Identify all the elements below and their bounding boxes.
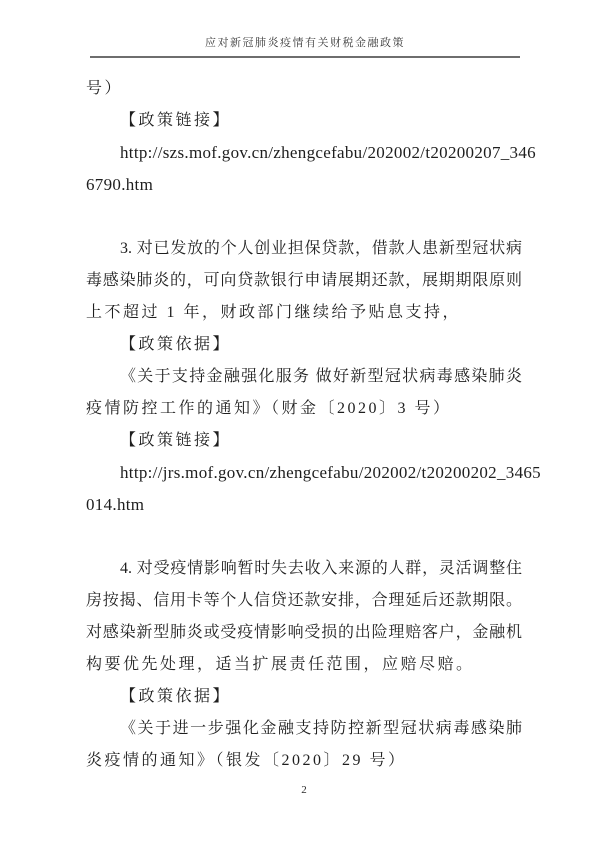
blank-line xyxy=(86,521,522,553)
blank-line xyxy=(86,201,522,233)
text-line: 014.htm xyxy=(86,495,145,514)
text-line: 《关于支持金融强化服务 做好新型冠状病毒感染肺炎 xyxy=(120,368,522,385)
text-line: http://szs.mof.gov.cn/zhengcefabu/202002/t20200207_346 xyxy=(120,143,536,162)
text-line: 房按揭、信用卡等个人信贷还款安排，合理延后还款期限。 xyxy=(86,592,522,609)
text-line: 6790.htm xyxy=(86,175,154,194)
text-line: 3. 对已发放的个人创业担保贷款，借款人患新型冠状病 xyxy=(120,240,522,257)
text-line: 【政策依据】 xyxy=(120,688,232,705)
text-line: 4. 对受疫情影响暂时失去收入来源的人群，灵活调整住 xyxy=(120,560,522,577)
text-line: 对感染新型肺炎或受疫情影响受损的出险理赔客户，金融机 xyxy=(86,624,522,641)
text-line: 上不超过 1 年，财政部门继续给予贴息支持， xyxy=(86,304,462,321)
text-line: 疫情防控工作的通知》（财金〔2020〕3 号） xyxy=(86,400,452,417)
text-line: 炎疫情的通知》（银发〔2020〕29 号） xyxy=(86,752,407,769)
text-line: 【政策链接】 xyxy=(120,432,232,449)
text-line: 毒感染肺炎的，可向贷款银行申请展期还款，展期期限原则 xyxy=(86,272,522,289)
text-line: 构要优先处理，适当扩展责任范围，应赔尽赔。 xyxy=(86,656,475,673)
page-number: 2 xyxy=(301,784,307,796)
text-line: 号） xyxy=(86,80,124,97)
text-line: 《关于进一步强化金融支持防控新型冠状病毒感染肺 xyxy=(120,720,522,737)
running-header: 应对新冠肺炎疫情有关财税金融政策 xyxy=(90,34,520,58)
document-body xyxy=(86,73,541,777)
text-line: 【政策链接】 xyxy=(120,112,232,129)
text-line: 【政策依据】 xyxy=(120,336,232,353)
text-line: http://jrs.mof.gov.cn/zhengcefabu/202002/t20200202_3465 xyxy=(120,463,541,482)
